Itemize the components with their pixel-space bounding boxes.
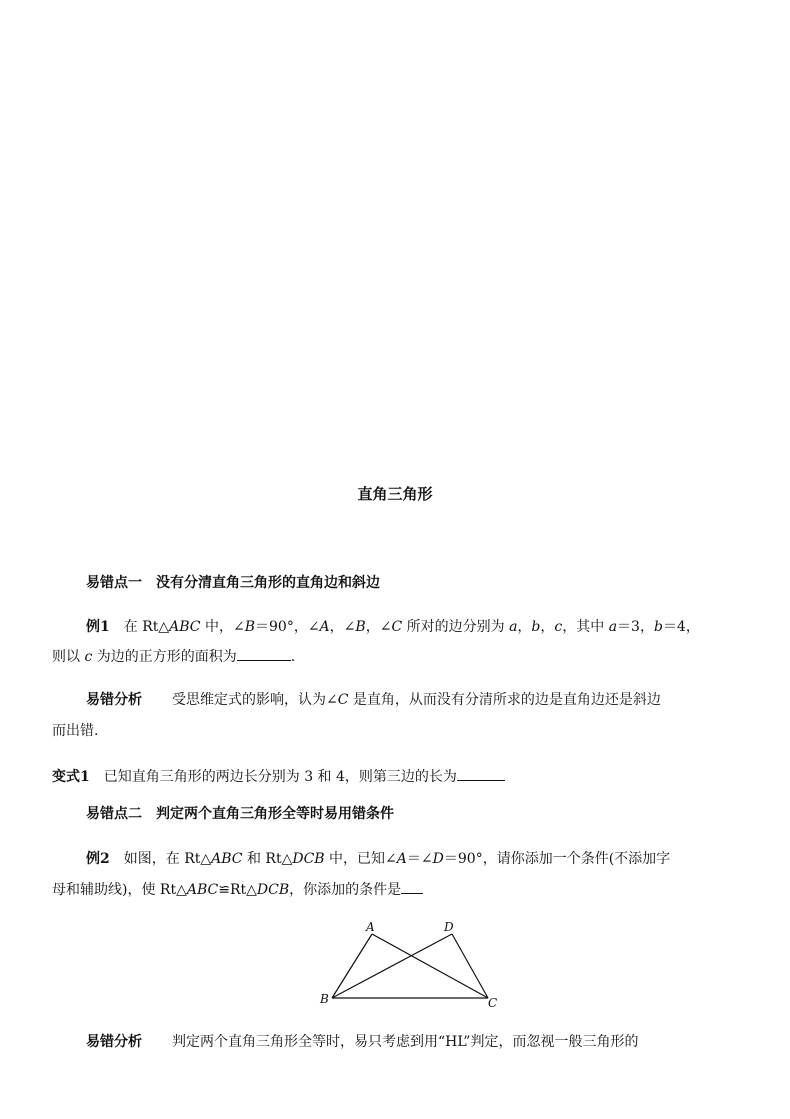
analysis1-line1: 易错分析 受思维定式的影响，认为∠C 是直角，从而没有分清所求的边是直角边还是斜边 [86,692,661,708]
segment-bd [332,934,452,998]
variant1: 变式1 已知直角三角形的两边长分别为 3 和 4，则第三边的长为 [52,767,505,787]
label-d: D [444,920,454,934]
analysis1-line2: 而出错. [52,723,99,739]
answer-blank [401,893,423,894]
example2-line1: 例2 如图，在 Rt△ABC 和 Rt△DCB 中，已知∠A＝∠D＝90°，请你添加一个条件(不添加字 [86,851,671,867]
label-b: B [320,992,329,1006]
label-c: C [488,996,498,1010]
example1-label: 例1 [86,619,110,635]
segment-ab [332,934,372,998]
analysis2-label: 易错分析 [86,1034,142,1050]
section1-heading: 易错点一 没有分清直角三角形的直角边和斜边 [86,575,380,591]
page-title: 直角三角形 [357,485,433,503]
analysis2-line1: 易错分析 判定两个直角三角形全等时，易只考虑到用“HL”判定，而忽视一般三角形的 [86,1034,639,1050]
example2-label: 例2 [86,851,110,867]
example1-line2: 则以 c 为边的正方形的面积为 . [52,649,296,665]
triangle-figure [318,918,508,1010]
answer-blank [237,660,291,661]
answer-blank [457,780,505,781]
example2-line2: 母和辅助线)，使 Rt△ABC≌Rt△DCB，你添加的条件是 [52,880,423,900]
section2-heading: 易错点二 判定两个直角三角形全等时易用错条件 [86,806,394,822]
variant1-label: 变式1 [52,769,90,785]
analysis1-label: 易错分析 [86,692,142,708]
label-a: A [366,920,375,934]
example1-line1: 例1 在 Rt△ABC 中，∠B＝90°，∠A，∠B，∠C 所对的边分别为 a，b，c，其中 a＝3，b＝4， [86,619,700,635]
